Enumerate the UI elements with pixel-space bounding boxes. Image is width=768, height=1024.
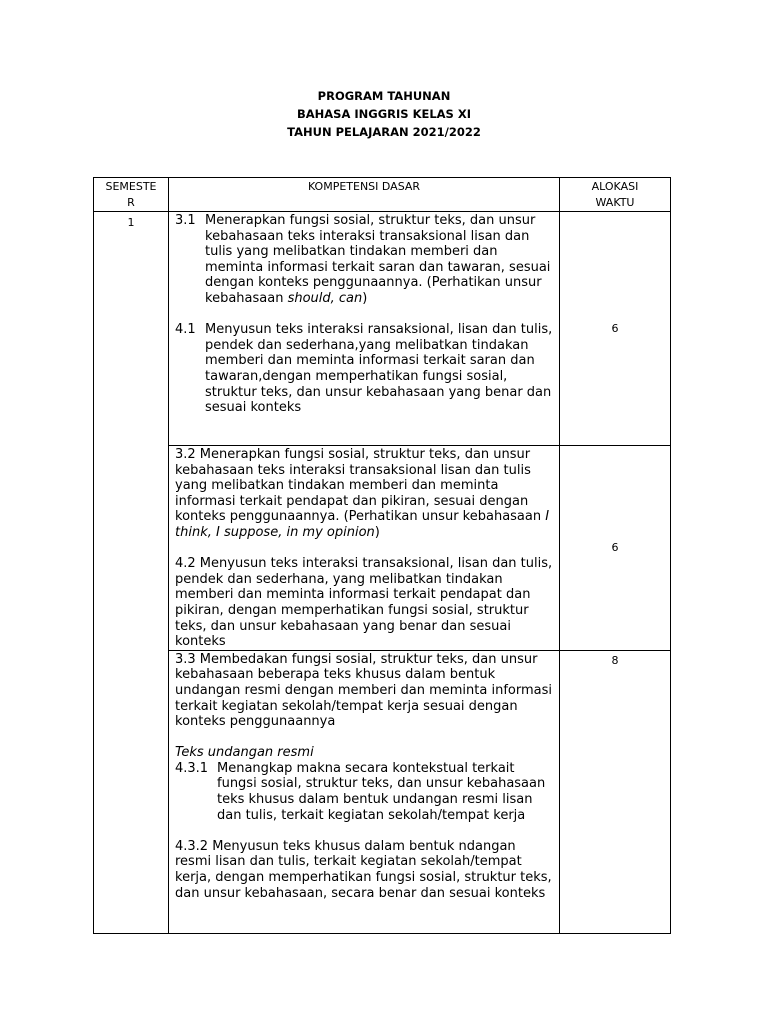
col-header-semester: SEMESTE R — [94, 178, 169, 212]
kd-item: 4.3.1 Menangkap makna secara kontekstual terkait fungsi sosial, struktur teks, dan unsur kebahasaan teks khusus dalam bentuk undangan resmi lisan dan tulis, terkait kegiatan sekolah/tempat kerja — [175, 760, 546, 823]
table-header-row — [94, 178, 671, 212]
kd-item: 4.3.2 Menyusun teks khusus dalam bentuk ndangan resmi lisan dan tulis, terkait kegiatan sekolah/tempat kerja, dengan memperhatikan fungsi sosial, struktur teks, dan unsur kebahasaan, secara benar dan sesuai konteks — [175, 838, 552, 901]
table-row — [94, 212, 671, 446]
kd-item: 3.1 Menerapkan fungsi sosial, struktur teks, dan unsur kebahasaan teks interaksi transaksional lisan dan tulis yang melibatkan tindakan memberi dan meminta informasi terkait saran dan tawaran, sesuai dengan konteks penggunaannya. (Perhatikan unsur kebahasaan should, can) — [175, 213, 551, 306]
program-table — [93, 177, 671, 934]
kd-subheading: Teks undangan resmi — [175, 745, 314, 761]
col-header-alokasi: ALOKASI WAKTU — [560, 178, 671, 212]
semester-cell: 1 — [94, 212, 169, 934]
kd-cell — [169, 212, 560, 446]
kd-item: 4.2 Menyusun teks interaksi transaksional, lisan dan tulis, pendek dan sederhana, yang melibatkan tindakan memberi dan meminta informasi terkait pendapat dan pikiran, dengan memperhatikan fungsi sosial, struktur teks, dan unsur kebahasaan yang benar dan sesuai konteks — [175, 556, 553, 650]
doc-subject: BAHASA INGGRIS KELAS XI — [296, 107, 471, 121]
table-row — [94, 650, 671, 933]
kd-item: 3.3 Membedakan fungsi sosial, struktur teks, dan unsur kebahasaan beberapa teks khusus dalam bentuk undangan resmi dengan memberi dan meminta informasi terkait kegiatan sekolah/tempat kerja sesuai dengan konteks penggunaannya — [175, 651, 552, 730]
table-row — [94, 446, 671, 651]
kd-cell — [169, 446, 560, 651]
alokasi-cell: 6 — [560, 446, 671, 651]
alokasi-cell: 6 — [560, 212, 671, 446]
kd-cell — [169, 650, 560, 933]
document-header — [0, 87, 768, 141]
alokasi-cell: 8 — [560, 650, 671, 933]
kd-item: 3.2 Menerapkan fungsi sosial, struktur teks, dan unsur kebahasaan teks interaksi transaksional lisan dan tulis yang melibatkan tindakan memberi dan meminta informasi terkait pendapat dan pikiran, sesuai dengan konteks penggunaannya. (Perhatikan unsur kebahasaan I think, I suppose, in my opinion) — [175, 447, 550, 540]
col-header-kd: KOMPETENSI DASAR — [169, 178, 560, 212]
doc-year: TAHUN PELAJARAN 2021/2022 — [287, 125, 481, 139]
doc-title: PROGRAM TAHUNAN — [317, 89, 451, 103]
kd-item: 4.1 Menyusun teks interaksi ransaksional, lisan dan tulis, pendek dan sederhana,yang melibatkan tindakan memberi dan meminta informasi terkait saran dan tawaran,dengan memperhatikan fungsi sosial, struktur teks, dan unsur kebahasaan yang benar dan sesuai konteks — [175, 322, 553, 416]
